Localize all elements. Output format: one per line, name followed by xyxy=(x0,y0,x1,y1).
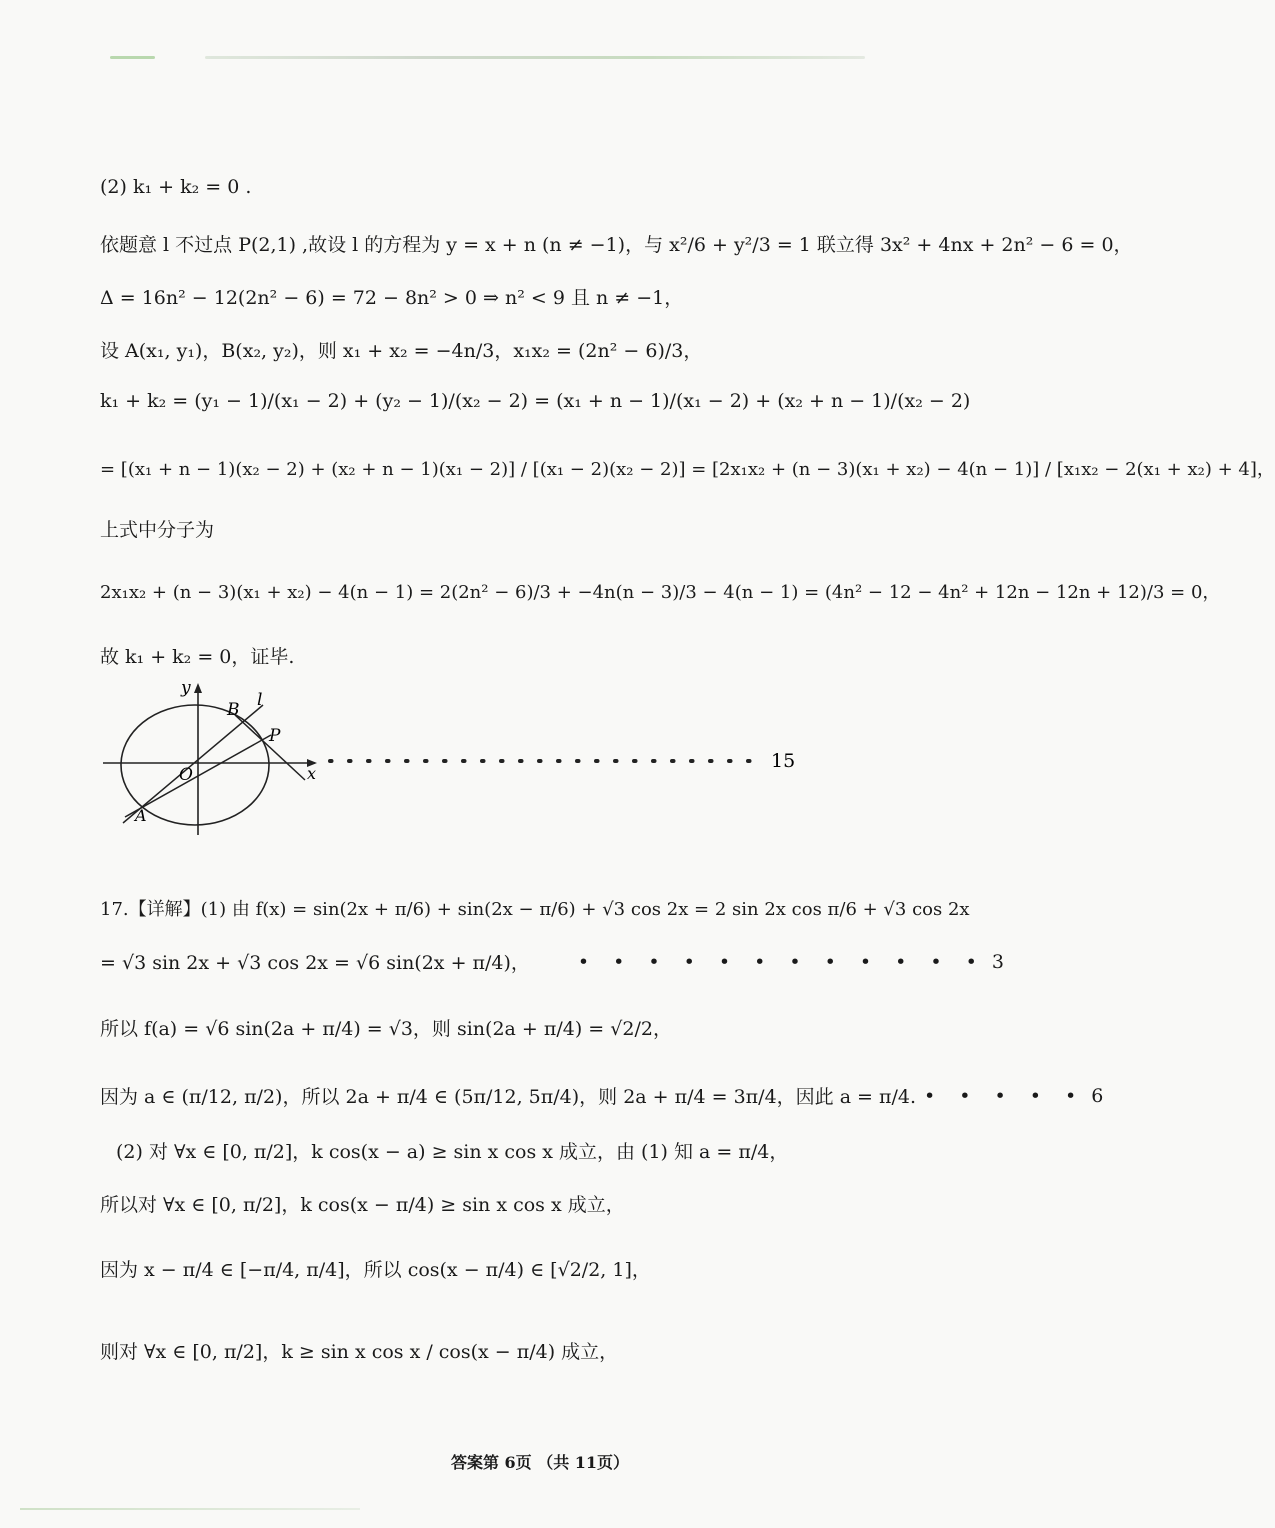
q17-line-4: 因为 a ∈ (π/12, π/2)，所以 2a + π/4 ∈ (5π/12, 5π/4)，则 2a + π/4 = 3π/4，因此 a = π/4. • • • • • 6 xyxy=(100,1084,1104,1108)
score-15: 15 xyxy=(771,750,796,772)
numerator-label: 上式中分子为 xyxy=(100,519,215,541)
scan-edge-bottom xyxy=(20,1508,360,1510)
q17-line-3: 所以 f(a) = √6 sin(2a + π/4) = √3，则 sin(2a + π/4) = √2/2， xyxy=(100,1018,672,1040)
label-x: x xyxy=(307,764,317,783)
label-P: P xyxy=(269,726,281,746)
label-y: y xyxy=(181,678,191,698)
scan-edge-top-left xyxy=(110,56,155,59)
score-6: 6 xyxy=(1091,1084,1104,1107)
y-axis-arrow xyxy=(194,683,202,693)
delta-line: Δ = 16n² − 12(2n² − 6) = 72 − 8n² > 0 ⇒ n² < 9 且 n ≠ −1， xyxy=(100,287,684,309)
vieta-line: 设 A(x₁, y₁)，B(x₂, y₂)，则 x₁ + x₂ = −4n/3，x₁x₂ = (2n² − 6)/3， xyxy=(100,340,703,362)
label-A: A xyxy=(135,806,147,825)
label-l: l xyxy=(257,690,263,710)
q17-line-6: 所以对 ∀x ∈ [0, π/2]，k cos(x − π/4) ≥ sin x cos x 成立， xyxy=(100,1194,625,1216)
score-leader-3: • • • • • • • • • • • • xyxy=(577,950,986,973)
ellipse-figure xyxy=(95,675,795,845)
label-B: B xyxy=(227,700,240,720)
fraction-expansion-line: = [(x₁ + n − 1)(x₂ − 2) + (x₂ + n − 1)(x₁ − 2)] / [(x₁ − 2)(x₂ − 2)] = [2x₁x₂ + (n − 3)(x₁ + x₂) − 4(n − 1)] / [x₁x₂ − 2(x₁ + x₂) + 4]， xyxy=(100,459,1275,480)
slope-sum-line: k₁ + k₂ = (y₁ − 1)/(x₁ − 2) + (y₂ − 1)/(x₂ − 2) = (x₁ + n − 1)/(x₁ − 2) + (x₂ + n − 1)/(x₂ − 2) xyxy=(100,390,971,412)
q17-heading: 17.【详解】(1) 由 f(x) = sin(2x + π/6) + sin(2x − π/6) + √3 cos 2x = 2 sin 2x cos π/6 + √3 cos 2x xyxy=(100,899,970,920)
conclusion-line: 故 k₁ + k₂ = 0，证毕. xyxy=(100,646,295,668)
label-O: O xyxy=(179,765,193,785)
q17-line-5: (2) 对 ∀x ∈ [0, π/2]，k cos(x − a) ≥ sin x cos x 成立，由 (1) 知 a = π/4， xyxy=(116,1141,789,1163)
q17-line-7: 因为 x − π/4 ∈ [−π/4, π/4]，所以 cos(x − π/4) ∈ [√2/2, 1]， xyxy=(100,1259,651,1281)
given-line: 依题意 l 不过点 P(2,1) ,故设 l 的方程为 y = x + n (n ≠ −1)，与 x²/6 + y²/3 = 1 联立得 3x² + 4nx + 2n² − 6 = 0， xyxy=(100,234,1133,256)
numerator-line: 2x₁x₂ + (n − 3)(x₁ + x₂) − 4(n − 1) = 2(2n² − 6)/3 + −4n(n − 3)/3 − 4(n − 1) = (4n² − 12 − 4n² + 12n − 12n + 12)/3 = 0， xyxy=(100,582,1221,603)
line-bp xyxy=(235,715,305,780)
part2-heading: (2) k₁ + k₂ = 0 . xyxy=(100,176,252,198)
q17-line-2: = √3 sin 2x + √3 cos 2x = √6 sin(2x + π/4)， • • • • • • • • • • • • 3 xyxy=(100,950,1004,974)
score-leader-6: • • • • • xyxy=(924,1084,1086,1107)
q17-line-8: 则对 ∀x ∈ [0, π/2]，k ≥ sin x cos x / cos(x − π/4) 成立， xyxy=(100,1341,619,1363)
score-3: 3 xyxy=(991,950,1004,973)
scan-edge-top xyxy=(205,56,865,59)
page-footer: 答案第 6页 （共 11页） xyxy=(450,1453,630,1472)
